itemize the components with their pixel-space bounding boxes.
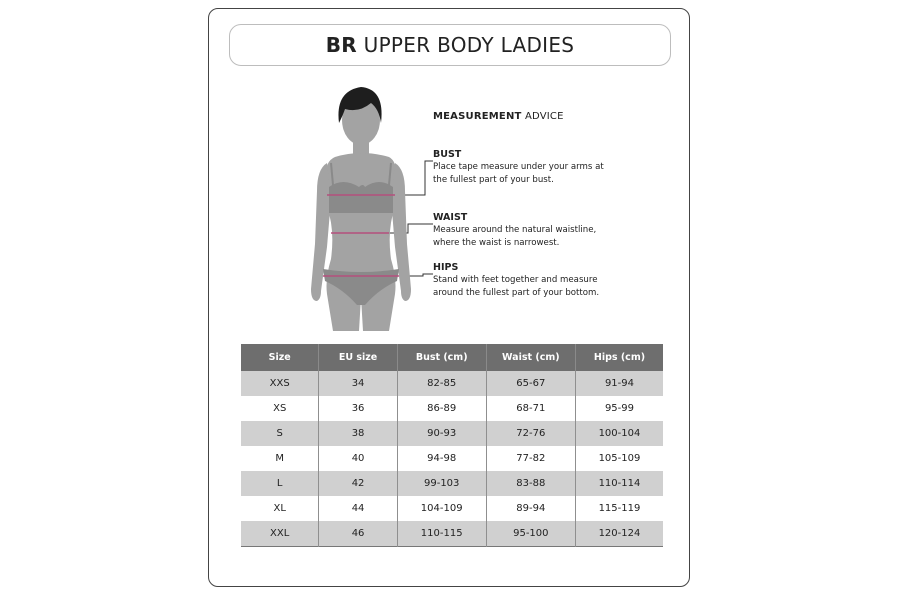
header-size: Size — [241, 344, 319, 371]
cell-eu-size: 46 — [319, 521, 397, 547]
waist-text-line2: where the waist is narrowest. — [433, 238, 560, 248]
bust-text-line2: the fullest part of your bust. — [433, 175, 554, 185]
cell-bust: 104-109 — [397, 496, 486, 521]
cell-hips: 95-99 — [575, 396, 663, 421]
cell-hips: 105-109 — [575, 446, 663, 471]
table-row — [241, 371, 663, 396]
cell-bust: 99-103 — [397, 471, 486, 496]
bra-shape — [329, 182, 393, 213]
cell-hips: 120-124 — [575, 521, 663, 547]
cell-waist: 72-76 — [486, 421, 575, 446]
header-waist: Waist (cm) — [486, 344, 575, 371]
title-brand: BR — [325, 33, 357, 57]
cell-waist: 89-94 — [486, 496, 575, 521]
title-box — [229, 24, 671, 66]
table-row — [241, 446, 663, 471]
title-text: UPPER BODY LADIES — [363, 33, 575, 57]
cell-size: XXL — [241, 521, 319, 547]
cell-hips: 110-114 — [575, 471, 663, 496]
cell-waist: 68-71 — [486, 396, 575, 421]
header-hips: Hips (cm) — [575, 344, 663, 371]
cell-bust: 82-85 — [397, 371, 486, 396]
cell-bust: 86-89 — [397, 396, 486, 421]
waist-text-line1: Measure around the natural waistline, — [433, 225, 597, 235]
waist-instruction — [433, 211, 596, 250]
cell-waist: 65-67 — [486, 371, 575, 396]
table-row — [241, 396, 663, 421]
hips-instruction — [433, 261, 599, 300]
bust-text-line1: Place tape measure under your arms at — [433, 162, 604, 172]
header-eu-size: EU size — [319, 344, 397, 371]
cell-bust: 90-93 — [397, 421, 486, 446]
table-row — [241, 471, 663, 496]
cell-eu-size: 36 — [319, 396, 397, 421]
cell-size: XL — [241, 496, 319, 521]
cell-eu-size: 34 — [319, 371, 397, 396]
cell-hips: 91-94 — [575, 371, 663, 396]
size-guide-card — [208, 8, 690, 587]
cell-size: M — [241, 446, 319, 471]
hips-title: HIPS — [433, 262, 459, 273]
cell-size: XS — [241, 396, 319, 421]
table-row — [241, 496, 663, 521]
cell-size: S — [241, 421, 319, 446]
table-header-row — [241, 344, 663, 371]
cell-waist: 95-100 — [486, 521, 575, 547]
cell-waist: 77-82 — [486, 446, 575, 471]
cell-eu-size: 38 — [319, 421, 397, 446]
hips-text-line2: around the fullest part of your bottom. — [433, 288, 600, 298]
cell-eu-size: 44 — [319, 496, 397, 521]
cell-bust: 94-98 — [397, 446, 486, 471]
table-row — [241, 521, 663, 547]
measurement-advice-heading: MEASUREMENT ADVICE — [433, 111, 564, 122]
bust-title: BUST — [433, 149, 462, 160]
hips-text-line1: Stand with feet together and measure — [433, 275, 598, 285]
cell-size: XXS — [241, 371, 319, 396]
cell-eu-size: 40 — [319, 446, 397, 471]
size-chart-table — [241, 344, 663, 547]
header-bust: Bust (cm) — [397, 344, 486, 371]
cell-hips: 115-119 — [575, 496, 663, 521]
bust-instruction — [433, 148, 604, 187]
cell-bust: 110-115 — [397, 521, 486, 547]
cell-hips: 100-104 — [575, 421, 663, 446]
cell-size: L — [241, 471, 319, 496]
cell-waist: 83-88 — [486, 471, 575, 496]
cell-eu-size: 42 — [319, 471, 397, 496]
table-row — [241, 421, 663, 446]
waist-title: WAIST — [433, 212, 468, 223]
